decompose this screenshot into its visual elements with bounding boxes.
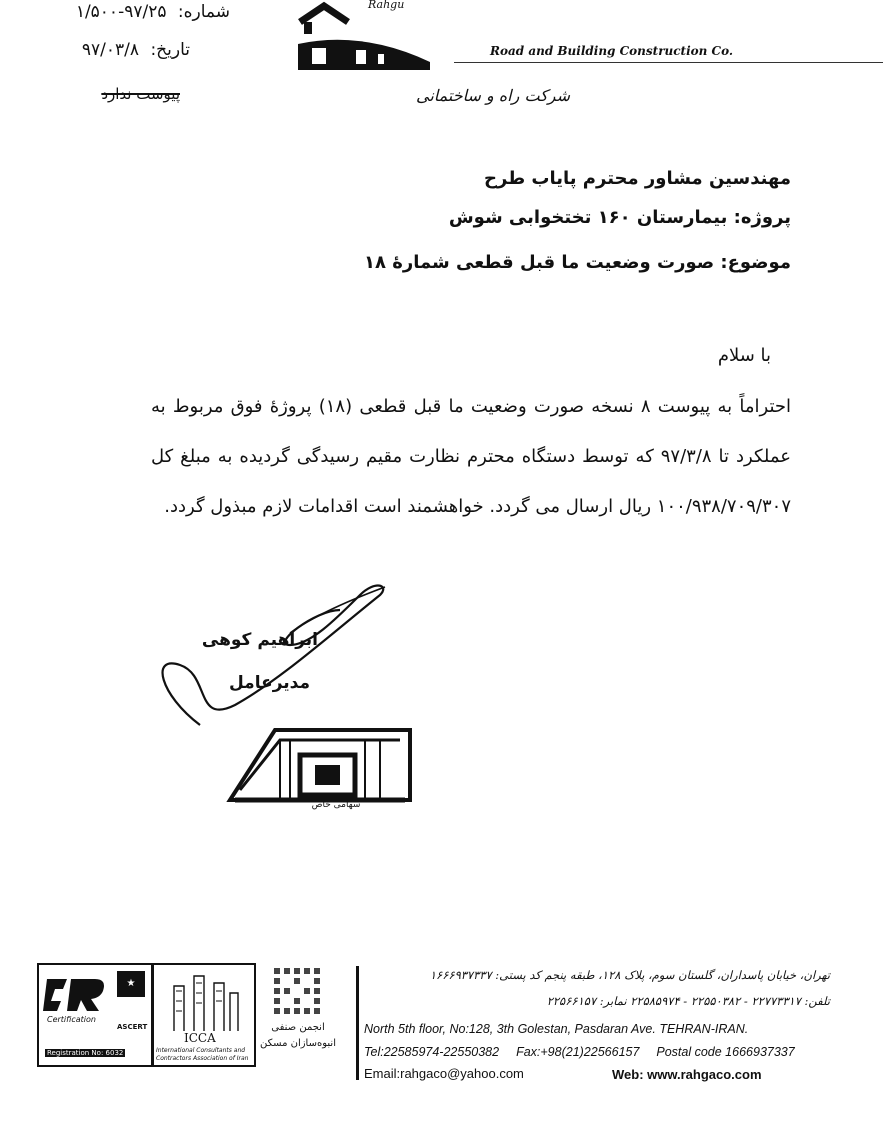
stamp-caption xyxy=(296,800,376,810)
letter-date-value: ۹۷/۰۳/۸ xyxy=(81,40,140,60)
footer-postal-code: Postal code 1666937337 xyxy=(656,1045,795,1059)
icca-sub-1: International Consultants and xyxy=(156,1047,246,1054)
company-stamp-icon xyxy=(220,700,420,830)
footer-divider xyxy=(356,966,359,1080)
greeting: با سلام xyxy=(717,345,771,366)
letter-number-label: شماره: xyxy=(177,2,230,22)
signatory-title: مدیرعامل xyxy=(229,673,310,693)
registration-number: Registration No: 6032 xyxy=(47,1049,124,1057)
header-rule xyxy=(454,62,883,63)
subject-line: موضوع: صورت وضعیت ما قبل قطعی شمارهٔ ۱۸ xyxy=(363,252,791,273)
certification-label: Certification xyxy=(47,1015,96,1024)
company-name-en: Road and Building Construction Co. xyxy=(490,44,734,58)
company-logo-icon xyxy=(282,0,442,75)
eu-flag-icon: ★ xyxy=(117,971,145,997)
footer-fax: Fax:+98(21)22566157 xyxy=(516,1045,640,1059)
footer-email-link[interactable]: Email:rahgaco@yahoo.com xyxy=(364,1066,524,1081)
footer-phones-fa: تلفن: ۲۲۷۷۳۳۱۷ - ۲۲۵۵۰۳۸۲ - ۲۲۵۸۵۹۷۴ نمابر: ۲۲۵۶۶۱۵۷ xyxy=(546,994,830,1008)
footer-tel-en xyxy=(364,1045,864,1059)
housing-association-logo-icon xyxy=(272,966,326,1018)
footer-address-en: North 5th floor, No:128, 3th Golestan, Pasdaran Ave. TEHRAN-IRAN. xyxy=(364,1022,749,1036)
letter-number-value: ۹۷/۲۵-۱/۵۰۰ xyxy=(75,2,167,22)
signatory-name: ابراهیم کوهی xyxy=(201,630,318,650)
project-line: پروژه: بیمارستان ۱۶۰ تختخوابی شوش xyxy=(448,207,791,228)
icca-logo xyxy=(152,963,256,1067)
logo-mark xyxy=(330,78,331,79)
footer-web-link[interactable]: Web: www.rahgaco.com xyxy=(612,1067,762,1082)
icca-sub-2: Contractors Association of Iran xyxy=(156,1055,249,1062)
letter-number xyxy=(40,2,230,22)
attachment-status: پیوست ندارد xyxy=(101,85,180,103)
ascert-label: ASCERT xyxy=(117,1023,148,1031)
letter-date xyxy=(40,40,190,60)
icca-building-icon xyxy=(164,971,244,1031)
icca-label: ICCA xyxy=(184,1031,216,1045)
body-paragraph: احتراماً به پیوست ۸ نسخه صورت وضعیت ما قبل قطعی (۱۸) پروژهٔ فوق مربوط به عملکرد تا ۹۷/۳/۸ که توسط دستگاه محترم نظارت مقیم رسیدگی گردیده به مبلغ کل ۱۰۰/۹۳۸/۷۰۹/۳۰۷ ریال ارسال می گردد. خواهشمند است اقدامات لازم مبذول گردد. xyxy=(151,396,792,517)
housing-association-name-1: انجمن صنفی xyxy=(271,1022,325,1033)
footer-address-fa: تهران، خیابان پاسداران، گلستان سوم، پلاک ۱۲۸، طبقه پنجم کد پستی: ۱۶۶۶۹۳۷۳۳۷ xyxy=(429,968,830,982)
certification-logo xyxy=(37,963,153,1067)
certification-mark-icon xyxy=(43,971,113,1016)
letter-date-label: تاریخ: xyxy=(150,40,190,60)
company-name-fa: شرکت راه و ساختمانی xyxy=(415,86,570,105)
logo-script-label: Rahgu xyxy=(368,0,405,11)
stamp-subtitle: سهامی خاص xyxy=(311,800,361,810)
footer-tel: Tel:22585974-22550382 xyxy=(364,1045,500,1059)
recipient-line: مهندسین مشاور محترم پایاب طرح xyxy=(484,168,791,189)
housing-association-name-2: انبوه‌سازان مسکن xyxy=(260,1038,336,1049)
